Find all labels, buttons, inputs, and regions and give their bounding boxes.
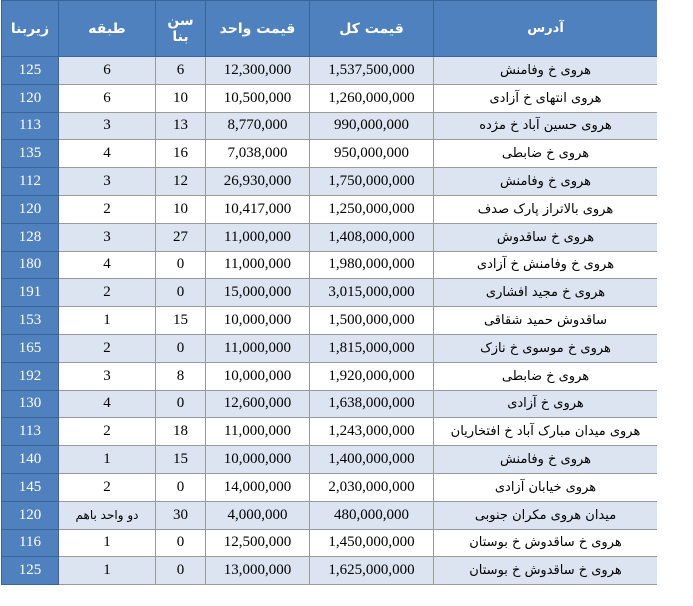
cell-area: 135 xyxy=(2,140,59,168)
cell-area: 112 xyxy=(2,168,59,196)
cell-unit-price: 11,000,000 xyxy=(206,251,310,279)
cell-floor: 2 xyxy=(59,195,156,223)
cell-age: 6 xyxy=(156,57,206,85)
cell-unit-price: 7,038,000 xyxy=(206,140,310,168)
cell-address: میدان هروی مکران جنوبی xyxy=(434,501,658,529)
cell-unit-price: 4,000,000 xyxy=(206,501,310,529)
cell-floor: دو واحد باهم xyxy=(59,501,156,529)
table-row xyxy=(2,57,658,85)
table-row xyxy=(2,362,658,390)
cell-floor: 1 xyxy=(59,557,156,585)
cell-area: 180 xyxy=(2,251,59,279)
header-age: سن بنا xyxy=(156,1,206,57)
cell-area: 145 xyxy=(2,473,59,501)
cell-floor: 3 xyxy=(59,112,156,140)
cell-floor: 4 xyxy=(59,390,156,418)
cell-unit-price: 10,000,000 xyxy=(206,362,310,390)
cell-total-price: 1,243,000,000 xyxy=(310,418,434,446)
cell-floor: 3 xyxy=(59,223,156,251)
cell-total-price: 1,260,000,000 xyxy=(310,84,434,112)
cell-address: هروی میدان مبارک آباد خ افتخاریان xyxy=(434,418,658,446)
property-listings-table xyxy=(1,0,657,585)
cell-floor: 4 xyxy=(59,251,156,279)
header-unit-price: قیمت واحد xyxy=(206,1,310,57)
cell-unit-price: 10,417,000 xyxy=(206,195,310,223)
cell-age: 0 xyxy=(156,473,206,501)
cell-total-price: 1,920,000,000 xyxy=(310,362,434,390)
cell-address: ساقدوش حمید شقاقی xyxy=(434,307,658,335)
cell-floor: 4 xyxy=(59,140,156,168)
cell-floor: 2 xyxy=(59,418,156,446)
cell-address: هروی خ ضابطی xyxy=(434,140,658,168)
cell-unit-price: 13,000,000 xyxy=(206,557,310,585)
cell-address: هروی خیابان آزادی xyxy=(434,473,658,501)
cell-age: 0 xyxy=(156,529,206,557)
cell-age: 15 xyxy=(156,307,206,335)
cell-area: 140 xyxy=(2,446,59,474)
cell-unit-price: 26,930,000 xyxy=(206,168,310,196)
table-row xyxy=(2,307,658,335)
table-header xyxy=(2,1,658,57)
cell-total-price: 480,000,000 xyxy=(310,501,434,529)
cell-floor: 3 xyxy=(59,362,156,390)
cell-age: 18 xyxy=(156,418,206,446)
cell-area: 113 xyxy=(2,112,59,140)
cell-age: 10 xyxy=(156,195,206,223)
cell-area: 153 xyxy=(2,307,59,335)
cell-area: 165 xyxy=(2,334,59,362)
cell-address: هروی خ وفامنش خ آزادی xyxy=(434,251,658,279)
cell-floor: 6 xyxy=(59,57,156,85)
cell-area: 125 xyxy=(2,557,59,585)
table-row xyxy=(2,223,658,251)
cell-address: هروی خ ساقدوش خ بوستان xyxy=(434,529,658,557)
cell-total-price: 990,000,000 xyxy=(310,112,434,140)
table-row xyxy=(2,501,658,529)
cell-age: 0 xyxy=(156,251,206,279)
cell-total-price: 950,000,000 xyxy=(310,140,434,168)
table-body xyxy=(2,57,658,585)
cell-total-price: 1,250,000,000 xyxy=(310,195,434,223)
cell-address: هروی خ آزادی xyxy=(434,390,658,418)
table-row xyxy=(2,168,658,196)
cell-area: 120 xyxy=(2,84,59,112)
header-address: آدرس xyxy=(434,1,658,57)
cell-unit-price: 10,000,000 xyxy=(206,446,310,474)
table-row xyxy=(2,557,658,585)
cell-unit-price: 10,500,000 xyxy=(206,84,310,112)
table-row xyxy=(2,418,658,446)
cell-address: هروی خ وفامنش xyxy=(434,57,658,85)
table-row xyxy=(2,446,658,474)
cell-area: 125 xyxy=(2,57,59,85)
cell-area: 130 xyxy=(2,390,59,418)
cell-total-price: 1,500,000,000 xyxy=(310,307,434,335)
cell-address: هروی خ ساقدوش xyxy=(434,223,658,251)
cell-age: 30 xyxy=(156,501,206,529)
cell-area: 120 xyxy=(2,501,59,529)
cell-total-price: 1,400,000,000 xyxy=(310,446,434,474)
cell-floor: 6 xyxy=(59,84,156,112)
cell-total-price: 1,450,000,000 xyxy=(310,529,434,557)
cell-address: هروی بالاتراز پارک صدف xyxy=(434,195,658,223)
table-row xyxy=(2,84,658,112)
cell-age: 0 xyxy=(156,557,206,585)
cell-total-price: 1,537,500,000 xyxy=(310,57,434,85)
table-row xyxy=(2,390,658,418)
cell-total-price: 3,015,000,000 xyxy=(310,279,434,307)
cell-unit-price: 10,000,000 xyxy=(206,307,310,335)
cell-age: 16 xyxy=(156,140,206,168)
table-row xyxy=(2,279,658,307)
table-row xyxy=(2,334,658,362)
cell-area: 120 xyxy=(2,195,59,223)
cell-total-price: 2,030,000,000 xyxy=(310,473,434,501)
cell-age: 8 xyxy=(156,362,206,390)
cell-total-price: 1,815,000,000 xyxy=(310,334,434,362)
cell-unit-price: 11,000,000 xyxy=(206,223,310,251)
cell-age: 13 xyxy=(156,112,206,140)
cell-unit-price: 12,500,000 xyxy=(206,529,310,557)
cell-area: 113 xyxy=(2,418,59,446)
cell-total-price: 1,980,000,000 xyxy=(310,251,434,279)
cell-age: 12 xyxy=(156,168,206,196)
cell-age: 10 xyxy=(156,84,206,112)
cell-age: 0 xyxy=(156,334,206,362)
cell-area: 116 xyxy=(2,529,59,557)
cell-floor: 2 xyxy=(59,279,156,307)
cell-address: هروی خ وفامنش xyxy=(434,446,658,474)
table-row xyxy=(2,140,658,168)
table-row xyxy=(2,195,658,223)
cell-total-price: 1,625,000,000 xyxy=(310,557,434,585)
cell-unit-price: 11,000,000 xyxy=(206,334,310,362)
cell-total-price: 1,408,000,000 xyxy=(310,223,434,251)
cell-age: 27 xyxy=(156,223,206,251)
cell-area: 192 xyxy=(2,362,59,390)
cell-address: هروی انتهای خ آزادی xyxy=(434,84,658,112)
table-row xyxy=(2,529,658,557)
cell-unit-price: 14,000,000 xyxy=(206,473,310,501)
cell-area: 191 xyxy=(2,279,59,307)
cell-address: هروی حسین آباد خ مژده xyxy=(434,112,658,140)
cell-address: هروی خ وفامنش xyxy=(434,168,658,196)
cell-unit-price: 12,300,000 xyxy=(206,57,310,85)
cell-floor: 3 xyxy=(59,168,156,196)
cell-floor: 1 xyxy=(59,446,156,474)
table-row xyxy=(2,473,658,501)
cell-address: هروی خ موسوی خ نازک xyxy=(434,334,658,362)
cell-floor: 1 xyxy=(59,307,156,335)
header-floor: طبقه xyxy=(59,1,156,57)
table-container xyxy=(1,0,657,606)
header-area: زیربنا xyxy=(2,1,59,57)
cell-floor: 2 xyxy=(59,334,156,362)
cell-unit-price: 15,000,000 xyxy=(206,279,310,307)
header-row xyxy=(2,1,658,57)
cell-address: هروی خ مجید افشاری xyxy=(434,279,658,307)
header-total-price: قیمت کل xyxy=(310,1,434,57)
cell-floor: 2 xyxy=(59,473,156,501)
cell-age: 0 xyxy=(156,279,206,307)
cell-unit-price: 12,600,000 xyxy=(206,390,310,418)
cell-address: هروی خ ضابطی xyxy=(434,362,658,390)
table-row xyxy=(2,112,658,140)
cell-area: 128 xyxy=(2,223,59,251)
cell-total-price: 1,638,000,000 xyxy=(310,390,434,418)
cell-total-price: 1,750,000,000 xyxy=(310,168,434,196)
cell-unit-price: 11,000,000 xyxy=(206,418,310,446)
cell-address: هروی خ ساقدوش خ بوستان xyxy=(434,557,658,585)
cell-floor: 1 xyxy=(59,529,156,557)
cell-age: 15 xyxy=(156,446,206,474)
cell-age: 0 xyxy=(156,390,206,418)
cell-unit-price: 8,770,000 xyxy=(206,112,310,140)
table-row xyxy=(2,251,658,279)
